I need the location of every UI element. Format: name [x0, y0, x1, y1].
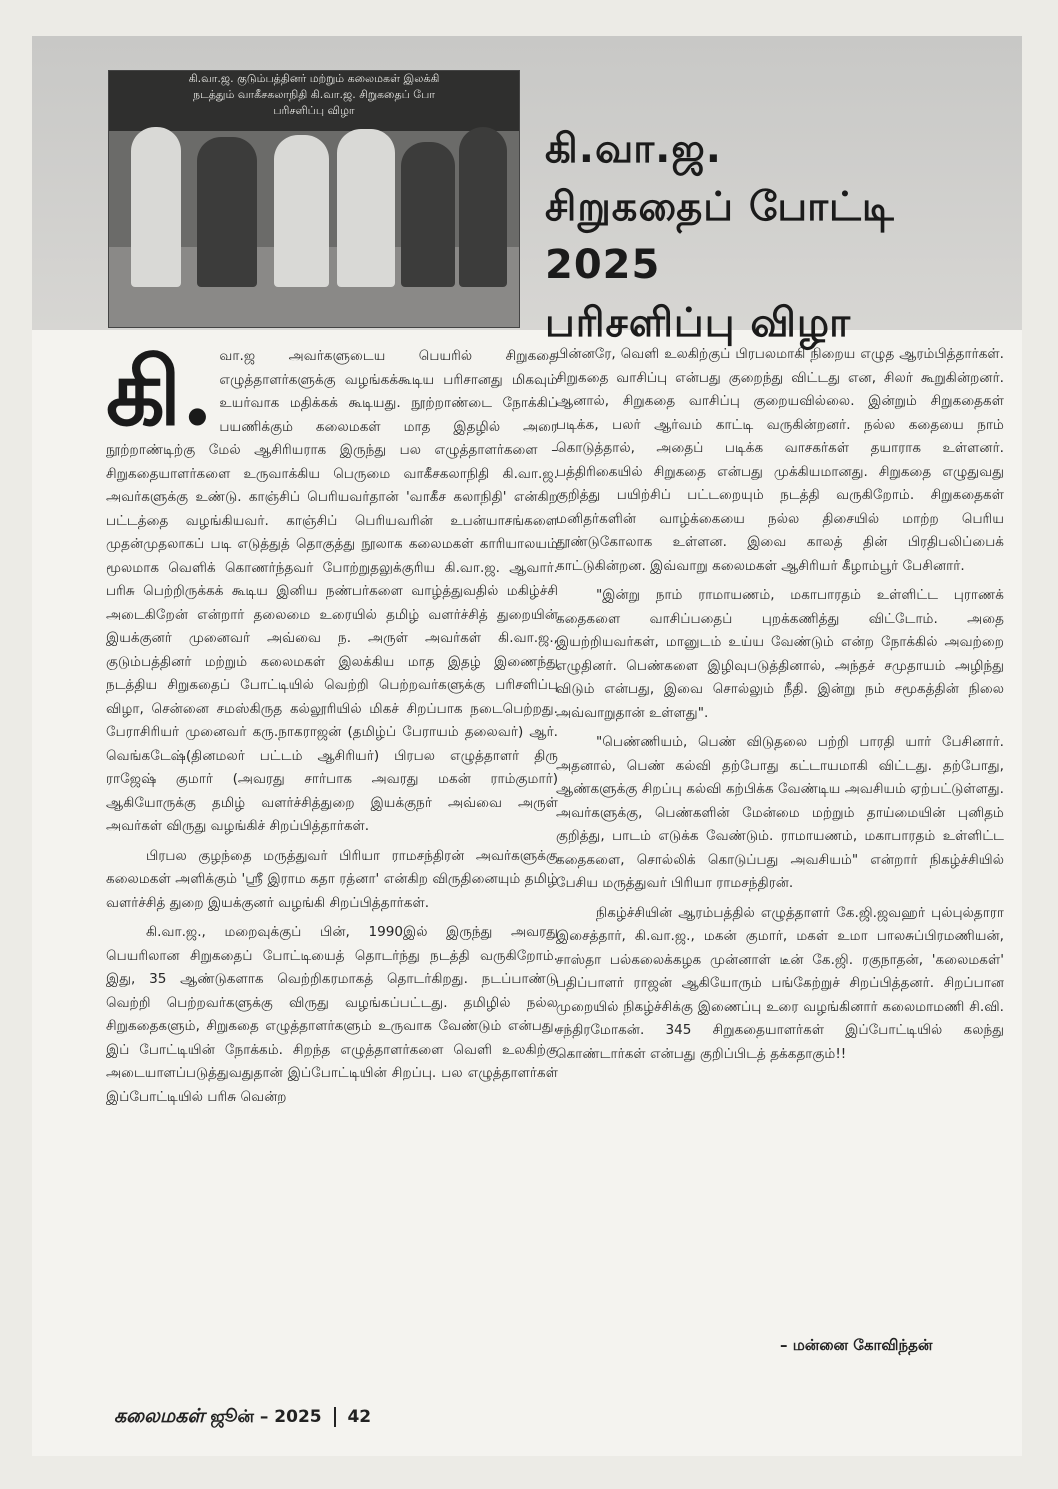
headline-line3: பரிசளிப்பு விழா — [545, 300, 851, 346]
article-paragraph — [106, 338, 558, 839]
photo-banner — [109, 71, 519, 131]
photo-person — [401, 142, 455, 287]
page-footer — [114, 1405, 371, 1430]
issue-date: ஜூன் – 2025 — [210, 1407, 322, 1427]
article-paragraph: நிகழ்ச்சியின் ஆரம்பத்தில் எழுத்தாளர் கே.ஜி.ஜவஹர் புல்புல்தாரா இசைத்தார், கி.வா.ஜ., மகன் குமார், மகள் உமா பாலசுப்பிரமணியன், சாஸ்தா பல்கலைக்கழக முன்னாள் டீன் கே.ஜி. ரகுநாதன், 'கலைமகள்' பதிப்பாளர் ராஜன் ஆகியோரும் பங்கேற்றுச் சிறப்பித்தனர். சிறப்பான முறையில் நிகழ்ச்சிக்கு இணைப்பு உரை வழங்கினார் கலைமாமணி சி.வி. சந்திரமோகன். 345 சிறுகதையாளர்கள் இப்போட்டியில் கலந்து கொண்டார்கள் என்பது குறிப்பிடத் தக்கதாகும்!! — [556, 904, 1004, 1062]
photo-banner-line1: கி.வா.ஜ. குடும்பத்தினர் மற்றும் கலைமகள் இலக்கி — [188, 72, 440, 85]
page-number: 42 — [347, 1407, 372, 1427]
magazine-name: கலைமகள் — [114, 1405, 205, 1427]
photo-banner-line2: நடத்தும் வாகீசகலாநிதி கி.வா.ஜ. சிறுகதைப் போ — [192, 88, 436, 101]
drop-cap: கி. — [106, 338, 214, 446]
photo-banner-line3: பரிசளிப்பு விழா — [273, 104, 355, 117]
photo-person — [337, 129, 395, 287]
article-paragraph: கி.வா.ஜ., மறைவுக்குப் பின், 1990இல் இருந்து அவரது பெயரிலான சிறுகதைப் போட்டியைத் தொடர்ந்து நடத்தி வருகிறோம். இது, 35 ஆண்டுகளாக வெற்றிகரமாகத் தொடர்கிறது. நடப்பாண்டு வெற்றி பெற்றவர்களுக்கு விருது வழங்கப்பட்டது. தமிழில் நல்ல சிறுகதைகளும், சிறுகதை எழுத்தாளர்களும் உருவாக வேண்டும் என்பது, இப் போட்டியின் நோக்கம். சிறந்த எழுத்தாளர்களை வெளி உலகிற்கு அடையாளப்படுத்துவதுதான் இப்போட்டியின் சிறப்பு. பல எழுத்தாளர்கள் இப்போட்டியில் பரிசு வென்ற — [106, 924, 558, 1105]
article-column-left — [106, 338, 558, 1115]
paragraph-text: வா.ஜ அவர்களுடைய பெயரில் சிறுகதை எழுத்தாளர்களுக்கு வழங்கக்கூடிய பரிசானது மிகவும் உயர்வாக மதிக்கக் கூடியது. நூற்றாண்டை நோக்கிப் பயணிக்கும் கலைமகள் மாத இதழில் அரை நூற்றாண்டிற்கு மேல் ஆசிரியராக இருந்து பல எழுத்தாளர்களை – சிறுகதையாளர்களை உருவாக்கிய பெருமை வாகீசகலாநிதி கி.வா.ஜ. அவர்களுக்கு உண்டு. காஞ்சிப் பெரியவர்தான் 'வாகீச கலாநிதி' என்கிற பட்டத்தை வழங்கியவர். காஞ்சிப் பெரியவரின் உபன்யாசங்களை முதன்முதலாகப் படி எடுத்துத் தொகுத்து நூலாக கலைமகள் காரியாலயம் மூலமாக வெளிக் கொணர்ந்தவர் போற்றுதலுக்குரிய கி.வா.ஜ. ஆவார். பரிசு பெற்றிருக்கக் கூடிய இனிய நண்பர்களை வாழ்த்துவதில் மகிழ்ச்சி அடைகிறேன் என்றார் தலைமை உரையில் தமிழ் வளர்ச்சித் துறையின் இயக்குனர் முனைவர் அவ்வை ந. அருள் அவர்கள் கி.வா.ஜ., குடும்பத்தினர் மற்றும் கலைமகள் இலக்கிய மாத இதழ் இணைந்து நடத்திய சிறுகதைப் போட்டியில் வெற்றி பெற்றவர்களுக்கு பரிசளிப்பு விழா, சென்னை சமஸ்கிருத கல்லூரியில் மிகச் சிறப்பாக நடைபெற்றது. பேராசிரியர் முனைவர் கரு.நாகராஜன் (தமிழ்ப் பேராயம் தலைவர்) ஆர். வெங்கடேஷ்(தினமலர் பட்டம் ஆசிரியர்) பிரபல எழுத்தாளர் திரு ராஜேஷ் குமார் (அவரது சார்பாக அவரது மகன் ராம்குமார்) ஆகியோருக்கு தமிழ் வளர்ச்சித்துறை இயக்குநர் அவ்வை அருள் அவர்கள் விருது வழங்கிச் சிறப்பித்தார்கள். — [106, 348, 558, 834]
author-byline: – மன்னை கோவிந்தன் — [780, 1336, 933, 1354]
article-paragraph: பின்னரே, வெளி உலகிற்குப் பிரபலமாகி நிறைய எழுத ஆரம்பித்தார்கள். சிறுகதை வாசிப்பு என்பது குறைந்து விட்டது என, சிலர் கூறுகின்றனர். ஆனால், சிறுகதை வாசிப்பு குறையவில்லை. இன்றும் சிறுகதைகள் படிக்க, பலர் ஆர்வம் காட்டி வருகின்றனர். நல்ல கதையை நாம் கொடுத்தால், அதைப் படிக்க வாசகர்கள் தயாராக உள்ளனர். பத்திரிகையில் சிறுகதை என்பது முக்கியமானது. சிறுகதை எழுதுவது குறித்து பயிற்சிப் பட்டறையும் நடத்தி வருகிறோம். சிறுகதைகள் மனிதர்களின் வாழ்க்கையை நல்ல திசையில் மாற்ற பெரிய தூண்டுகோலாக உள்ளன. இவை காலத் தின் பிரதிபலிப்பைக் காட்டுகின்றன. இவ்வாறு கலைமகள் ஆசிரியர் கீழாம்பூர் பேசினார். — [556, 346, 1004, 574]
photo-person — [131, 127, 181, 287]
article-paragraph: "பெண்ணியம், பெண் விடுதலை பற்றி பாரதி யார் பேசினார். அதனால், பெண் கல்வி தற்போது கட்டாயமாகி விட்டது. தற்போது, ஆண்களுக்கு சிறப்பு கல்வி கற்பிக்க வேண்டிய அவசியம் ஏற்பட்டுள்ளது. அவர்களுக்கு, பெண்களின் மேன்மை மற்றும் தாய்மையின் புனிதம் குறித்து, பாடம் எடுக்க வேண்டும். ராமாயணம், மகாபாரதம் உள்ளிட்ட கதைகளை, சொல்லிக் கொடுப்பது அவசியம்" என்றார் நிகழ்ச்சியில் பேசிய மருத்துவர் பிரியா ராமசந்திரன். — [556, 734, 1004, 891]
article-headline — [545, 120, 975, 352]
article-column-right — [556, 343, 1004, 1072]
headline-line2: சிறுகதைப் போட்டி 2025 — [545, 184, 895, 288]
photo-person — [274, 135, 329, 287]
event-photo — [108, 70, 520, 328]
headline-line1: கி.வா.ஜ. — [545, 126, 722, 172]
footer-divider — [334, 1407, 336, 1427]
photo-person — [459, 127, 507, 287]
photo-person — [197, 137, 257, 287]
article-paragraph: "இன்று நாம் ராமாயணம், மகாபாரதம் உள்ளிட்ட புராணக் கதைகளை வாசிப்பதைப் புறக்கணித்து விட்டோம். அதை இயற்றியவர்கள், மானுடம் உய்ய வேண்டும் என்ற நோக்கில் அவற்றை எழுதினர். பெண்களை இழிவுபடுத்தினால், அந்தச் சமுதாயம் அழிந்து விடும் என்பது, இவை சொல்லும் நீதி. இன்று நம் சமூகத்தின் நிலை அவ்வாறுதான் உள்ளது". — [556, 587, 1004, 721]
article-paragraph: பிரபல குழந்தை மருத்துவர் பிரியா ராமசந்திரன் அவர்களுக்கு கலைமகள் அளிக்கும் 'ஸ்ரீ இராம கதா ரத்னா' என்கிற விருதினையும் தமிழ் வளர்ச்சித் துறை இயக்குனர் வழங்கி சிறப்பித்தார்கள். — [106, 847, 558, 911]
